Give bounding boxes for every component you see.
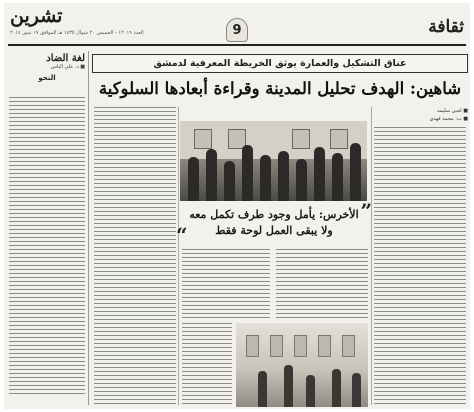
- masthead-rule: [8, 44, 466, 46]
- column-divider: [371, 107, 372, 405]
- photo-person: [296, 159, 307, 201]
- article-headline: شاهين: الهدف تحليل المدينة وقراءة أبعادها السلوكية: [98, 79, 462, 98]
- photo-artwork: [292, 129, 310, 149]
- left-column: [6, 51, 89, 405]
- article-kicker: عناق التشكيل والعمارة يوثق الخريطة المعرفية لدمشق: [92, 54, 468, 73]
- article-byline: [374, 108, 468, 124]
- photo-artwork: [330, 129, 348, 149]
- photo-person: [258, 371, 267, 407]
- section-title: ثقافة: [428, 17, 464, 37]
- article-text-center-right: [276, 249, 368, 319]
- exhibition-crowd-photo: [180, 121, 367, 201]
- photo-person: [242, 145, 253, 201]
- photo-person: [314, 147, 325, 201]
- photo-person: [278, 151, 289, 201]
- article-text-bottom-center: [182, 323, 232, 405]
- photo-artwork: [270, 335, 283, 357]
- newspaper-logo: تشرين: [10, 5, 63, 27]
- pull-quote-line-1: الأخرس: يأمل وجود طرف تكمل معه: [189, 208, 359, 221]
- photo-person: [284, 365, 293, 407]
- byline-photographer: ■ ت: محمد فهدي: [429, 116, 468, 122]
- column-author: ■ د. علي الياس: [50, 64, 85, 70]
- article-text-right-column: [374, 127, 466, 405]
- column-body-text: [9, 97, 85, 397]
- newspaper-page: [4, 3, 470, 409]
- masthead: [4, 3, 470, 45]
- photo-person: [332, 369, 341, 407]
- issue-date-line: العدد ١٢٠١٩ - الخميس ٢٠ شوال ١٤٣٥ هـ الموافق ١٧ تموز ٢٠١٤: [10, 30, 144, 36]
- photo-person: [332, 153, 343, 201]
- photo-person: [350, 143, 361, 201]
- column-divider: [178, 107, 179, 405]
- photo-artwork: [194, 129, 212, 149]
- gallery-visitors-photo: [236, 323, 368, 407]
- article-text-middle-column: [94, 107, 176, 405]
- column-title: لغة الضاد: [46, 53, 85, 64]
- photo-person: [206, 149, 217, 201]
- photo-artwork: [294, 335, 307, 357]
- photo-person: [306, 375, 315, 407]
- column-subheading: النحو: [38, 74, 56, 82]
- photo-person: [260, 155, 271, 201]
- pull-quote: [174, 199, 374, 247]
- quote-open-icon: ”: [360, 199, 372, 223]
- article-text-center-left: [182, 249, 270, 319]
- photo-artwork: [342, 335, 355, 357]
- byline-author: ■ لجين سليمه: [437, 108, 468, 114]
- page-number-badge: 9: [226, 18, 248, 42]
- photo-person: [352, 373, 361, 407]
- photo-artwork: [246, 335, 259, 357]
- photo-artwork: [318, 335, 331, 357]
- quote-close-icon: “: [176, 223, 188, 247]
- photo-person: [188, 157, 199, 201]
- photo-person: [224, 161, 235, 201]
- pull-quote-line-2: ولا يبقى العمل لوحة فقط: [215, 224, 333, 237]
